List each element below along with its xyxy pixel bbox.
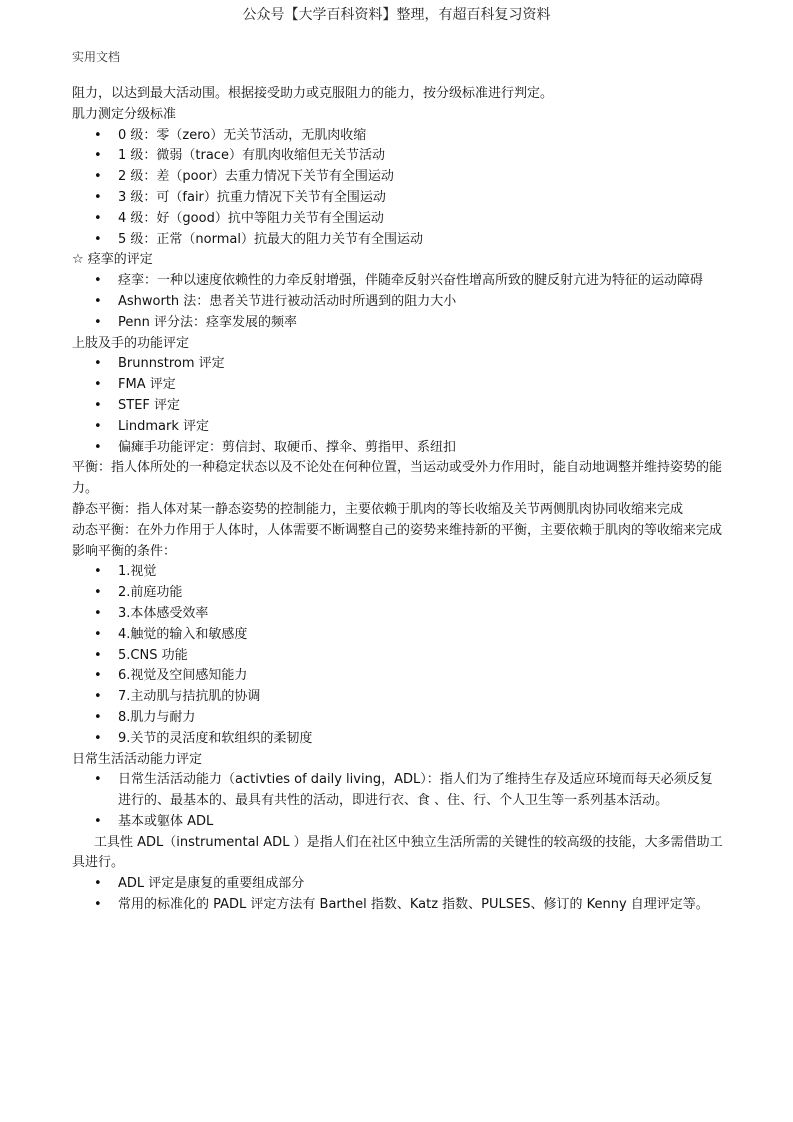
page-header: 公众号【大学百科资料】整理，有超百科复习资料 — [242, 7, 551, 23]
list-item: • 7.主动肌与拮抗肌的协调 — [72, 687, 724, 708]
list-item: • FMA 评定 — [72, 375, 724, 396]
upper-limb-heading: 上肢及手的功能评定 — [72, 335, 190, 351]
list-item: • Lindmark 评定 — [72, 417, 724, 438]
list-item: • 痉挛：一种以速度依赖性的力牵反射增强，伴随牵反射兴奋性增高所致的腱反射亢进为特征的运动障碍 — [72, 271, 724, 292]
document-body — [72, 84, 724, 916]
instrumental-adl-paragraph: 工具性 ADL（instrumental ADL ）是指人们在社区中独立生活所需的关键性的较高级的技能，大多需借助工具进行。 — [72, 834, 723, 871]
list-item: • 3.本体感受效率 — [72, 604, 724, 625]
list-item: • Brunnstrom 评定 — [72, 354, 724, 375]
list-item: • ADL 评定是康复的重要组成部分 — [72, 874, 724, 895]
spasm-heading: ☆ 痉挛的评定 — [72, 252, 153, 268]
intro-paragraph: 阻力，以达到最大活动围。根据接受助力或克服阻力的能力，按分级标准进行判定。 — [72, 86, 554, 101]
list-item: • 1 级：微弱（trace）有肌肉收缩但无关节活动 — [72, 146, 724, 167]
list-item: • 5 级：正常（normal）抗最大的阻力关节有全围运动 — [72, 230, 724, 251]
list-item: • 1.视觉 — [72, 562, 724, 583]
balance-factors-list — [72, 562, 724, 749]
static-balance-definition: 静态平衡：指人体对某一静态姿势的控制能力，主要依赖于肌肉的等长收缩及关节两侧肌肉协同收缩来完成 — [72, 501, 684, 517]
list-item: • 基本或躯体 ADL — [72, 812, 724, 833]
list-item: • 偏瘫手功能评定：剪信封、取硬币、撑伞、剪指甲、系纽扣 — [72, 438, 724, 459]
list-item: • 3 级：可（fair）抗重力情况下关节有全围运动 — [72, 188, 724, 209]
dynamic-balance-definition: 动态平衡：在外力作用于人体时，人体需要不断调整自己的姿势来维持新的平衡，主要依赖于肌肉的等收缩来完成 — [72, 522, 723, 538]
list-item: • Ashworth 法：患者关节进行被动活动时所遇到的阻力大小 — [72, 292, 724, 313]
upper-limb-list — [72, 354, 724, 458]
list-item: • 4.触觉的输入和敏感度 — [72, 625, 724, 646]
balance-definition: 平衡：指人体所处的一种稳定状态以及不论处在何种位置，当运动或受外力作用时，能自动地调整并维持姿势的能力。 — [72, 460, 723, 497]
spasm-list — [72, 271, 724, 333]
list-item: • 日常生活活动能力（activties of daily living，ADL）：指人们为了维持生存及适应环境而每天必须反复进行的、最基本的、最具有共性的活动，即进行衣、食 、住、行、个人卫生等一系列基本活动。 — [72, 770, 724, 812]
list-item: • 8.肌力与耐力 — [72, 708, 724, 729]
adl-list — [72, 770, 724, 832]
adl-heading: 日常生活活动能力评定 — [72, 751, 203, 767]
list-item: • Penn 评分法：痉挛发展的频率 — [72, 313, 724, 334]
balance-factors-heading: 影响平衡的条件： — [72, 543, 177, 559]
muscle-grade-heading: 肌力测定分级标准 — [72, 106, 177, 122]
list-item: • 0 级：零（zero）无关节活动，无肌肉收缩 — [72, 126, 724, 147]
list-item: • 4 级：好（good）抗中等阻力关节有全围运动 — [72, 209, 724, 230]
list-item: • 5.CNS 功能 — [72, 646, 724, 667]
list-item: • STEF 评定 — [72, 396, 724, 417]
document-label: 实用文档 — [72, 50, 121, 64]
list-item: • 常用的标准化的 PADL 评定方法有 Barthel 指数、Katz 指数、PULSES、修订的 Kenny 自理评定等。 — [72, 895, 724, 916]
list-item: • 6.视觉及空间感知能力 — [72, 666, 724, 687]
muscle-grade-list — [72, 126, 724, 251]
list-item: • 2.前庭功能 — [72, 583, 724, 604]
list-item: • 9.关节的灵活度和软组织的柔韧度 — [72, 729, 724, 750]
list-item: • 2 级：差（poor）去重力情况下关节有全围运动 — [72, 167, 724, 188]
adl-list-2 — [72, 874, 724, 916]
